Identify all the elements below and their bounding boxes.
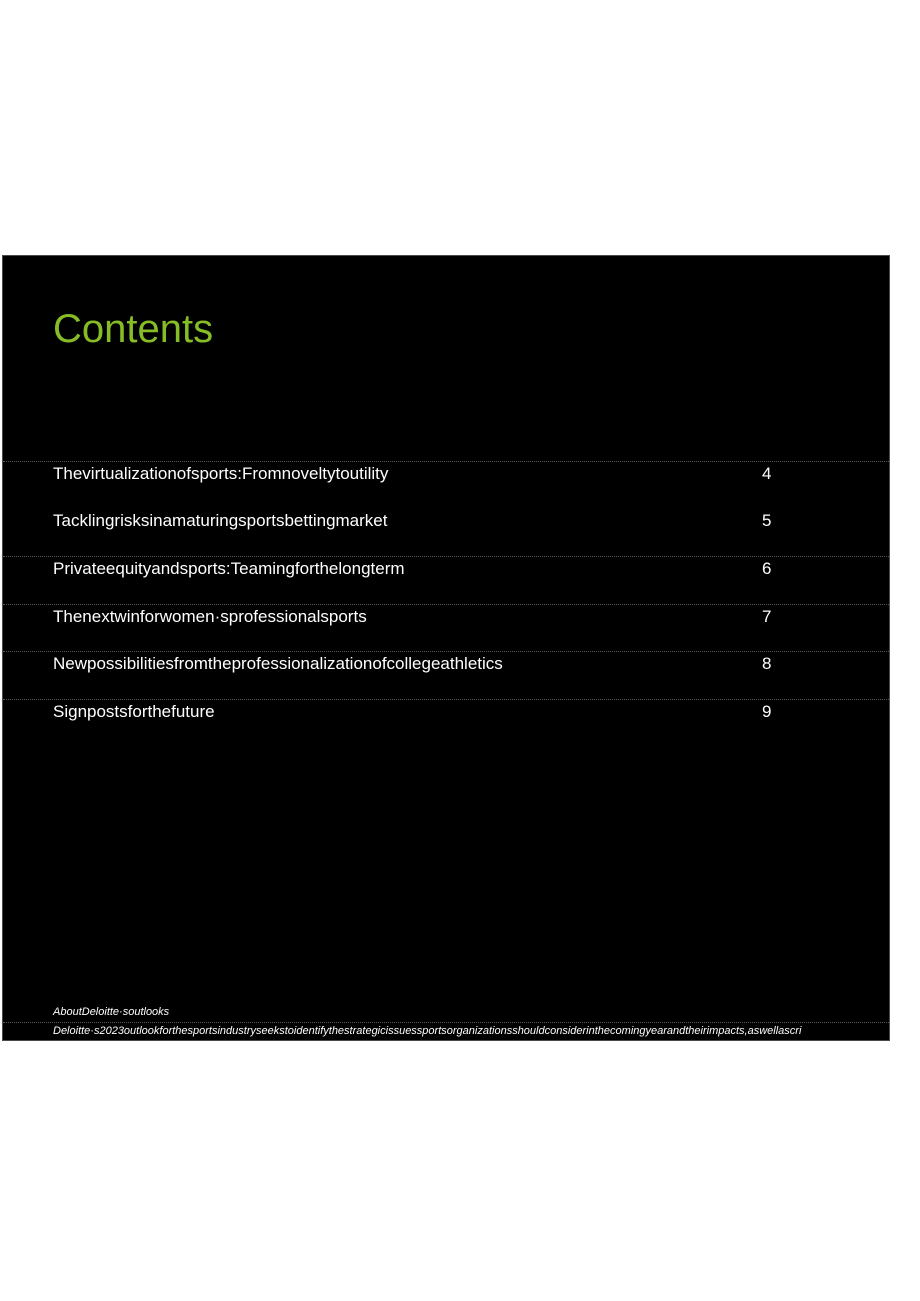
about-paragraph: Deloitte·s2023outlookforthesportsindustryseekstoidentifythestrategicissuessportsorganizationsshouldconsiderinthecomingyearandtheirimpacts,aswellascri	[53, 1025, 802, 1037]
page-title: Contents	[53, 307, 214, 351]
table-of-contents	[3, 461, 890, 747]
toc-entry[interactable]	[3, 461, 890, 509]
toc-entry[interactable]	[3, 556, 890, 604]
contents-panel	[2, 255, 890, 1041]
toc-entry-page-number: 9	[762, 701, 772, 721]
toc-entry-title: Newpossibilitiesfromtheprofessionalizationofcollegeathletics	[53, 654, 503, 674]
toc-entry-title: Tacklingrisksinamaturingsportsbettingmarket	[53, 510, 388, 530]
toc-entry-page-number: 8	[762, 654, 772, 674]
toc-entry-title: Privateequityandsports:Teamingforthelongterm	[53, 559, 405, 579]
toc-entry-page-number: 5	[762, 510, 772, 530]
toc-entry-title: Thevirtualizationofsports:Fromnoveltytoutility	[53, 464, 389, 483]
toc-entry-title: Signpostsforthefuture	[53, 701, 215, 721]
toc-entry-page-number: 6	[762, 559, 772, 579]
toc-entry[interactable]	[3, 651, 890, 699]
about-heading: AboutDeloitte·soutlooks	[53, 1006, 170, 1018]
toc-entry[interactable]	[3, 604, 890, 652]
toc-entry-page-number: 4	[762, 464, 772, 483]
about-section	[3, 1022, 890, 1038]
toc-entry[interactable]	[3, 509, 890, 557]
toc-entry[interactable]	[3, 699, 890, 747]
toc-entry-page-number: 7	[762, 606, 772, 626]
toc-entry-title: Thenextwinforwomen·sprofessionalsports	[53, 606, 367, 626]
